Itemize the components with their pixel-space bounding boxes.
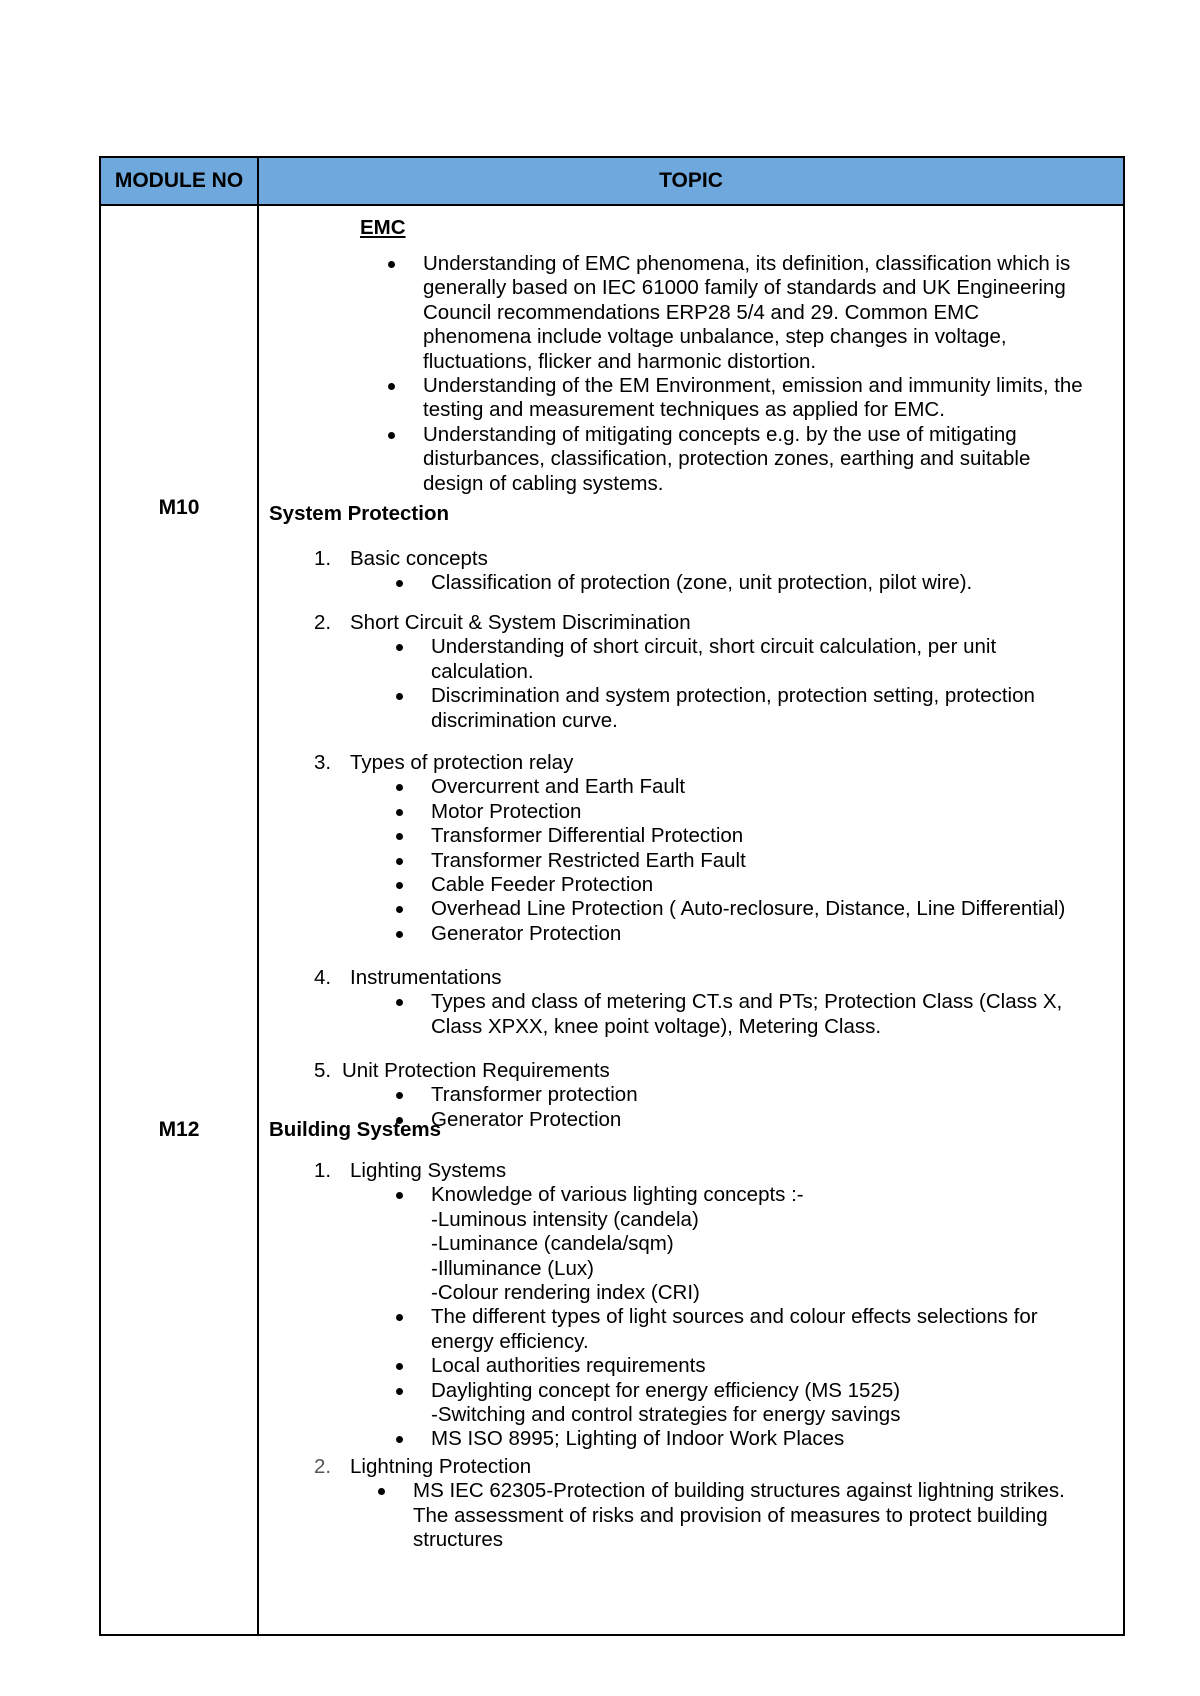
list-item-line: fluctuations, flicker and harmonic distortion. (423, 349, 817, 373)
list-item-line: Understanding of EMC phenomena, its definition, classification which is (423, 252, 1071, 275)
system-protection-title: System Protection (269, 502, 449, 525)
bullet-icon (396, 999, 403, 1006)
module-label-m12: M12 (158, 1118, 200, 1141)
bullet-icon (396, 833, 403, 840)
section-number: 5. (314, 1059, 332, 1082)
bullet-icon (396, 784, 403, 791)
list-item-line: -Luminous intensity (candela) (431, 1207, 699, 1231)
bullet-icon (396, 644, 403, 651)
list-item-line: Cable Feeder Protection (431, 873, 654, 896)
list-item-line: structures (413, 1528, 503, 1552)
bullet-icon (388, 383, 395, 390)
list-item-line: Transformer Restricted Earth Fault (431, 848, 746, 872)
bullet-icon (396, 1192, 403, 1199)
bullet-icon (396, 1092, 403, 1099)
bullet-icon (396, 580, 403, 587)
list-item-line: testing and measurement techniques as applied for EMC. (423, 398, 945, 422)
module-label-m10: M10 (158, 496, 200, 519)
list-item-line: calculation. (431, 659, 534, 683)
list-item-line: Overcurrent and Earth Fault (431, 775, 686, 799)
list-item-line: Council recommendations ERP28 5/4 and 29. Common EMC (423, 300, 980, 324)
bullet-icon (396, 809, 403, 816)
list-item-line: energy efficiency. (431, 1329, 589, 1353)
bullet-icon (378, 1488, 385, 1495)
section-number: 2. (314, 611, 332, 634)
bullet-icon (396, 1436, 403, 1443)
list-item-line: design of cabling systems. (423, 471, 664, 495)
module-cell (100, 205, 258, 1635)
section-number: 1. (314, 547, 332, 570)
list-item-line: Transformer Differential Protection (431, 824, 744, 848)
topic-header: TOPIC (258, 157, 1124, 205)
list-item-line: Understanding of the EM Environment, emission and immunity limits, the (423, 374, 1083, 397)
table-header-row (100, 157, 1124, 205)
bullet-icon (396, 858, 403, 865)
list-item-line: Generator Protection (431, 921, 622, 945)
bullet-icon (396, 906, 403, 913)
list-item-line: Transformer protection (431, 1083, 638, 1107)
list-item-line: Overhead Line Protection ( Auto-reclosure, Distance, Line Differential) (431, 897, 1066, 921)
section-title: Basic concepts (350, 547, 488, 570)
bullet-icon (396, 1388, 403, 1395)
list-item-line: Motor Protection (431, 799, 582, 823)
list-item-line: MS IEC 62305-Protection of building structures against lightning strikes. (413, 1479, 1065, 1503)
list-item-line: disturbances, classification, protection zones, earthing and suitable (423, 447, 1031, 471)
list-item-line: phenomena include voltage unbalance, step changes in voltage, (423, 325, 1007, 349)
section-title: Short Circuit & System Discrimination (350, 611, 691, 634)
bullet-icon (396, 1314, 403, 1321)
list-item-line: Types and class of metering CT.s and PTs; Protection Class (Class X, (431, 990, 1063, 1014)
list-item-line: Class XPXX, knee point voltage), Metering Class. (431, 1014, 882, 1038)
list-item-line: generally based on IEC 61000 family of standards and UK Engineering (423, 276, 1066, 300)
list-item-line: The different types of light sources and colour effects selections for (431, 1305, 1038, 1329)
bullet-icon (388, 432, 395, 439)
section-number: 2. (314, 1455, 332, 1478)
list-item-line: Local authorities requirements (431, 1354, 706, 1378)
bullet-icon (396, 693, 403, 700)
module-no-header: MODULE NO (100, 157, 258, 205)
list-item-line: -Switching and control strategies for energy savings (431, 1403, 901, 1426)
section-title: Types of protection relay (350, 751, 574, 774)
list-item-line: Daylighting concept for energy efficiency (MS 1525) (431, 1378, 901, 1402)
module-topic-table (99, 156, 1125, 1636)
table-body-row (100, 205, 1124, 1635)
list-item-line: Discrimination and system protection, protection setting, protection (431, 684, 1035, 708)
list-item-line: -Luminance (candela/sqm) (431, 1232, 674, 1256)
list-item-line: MS ISO 8995; Lighting of Indoor Work Places (431, 1427, 845, 1451)
list-item-line: Classification of protection (zone, unit protection, pilot wire). (431, 571, 973, 595)
list-item-line: The assessment of risks and provision of measures to protect building (413, 1503, 1048, 1527)
section-number: 4. (314, 966, 332, 989)
emc-title: EMC (360, 216, 406, 239)
bullet-icon (396, 1363, 403, 1370)
section-title: Instrumentations (350, 966, 502, 989)
section-number: 1. (314, 1159, 332, 1182)
bullet-icon (396, 882, 403, 889)
section-title: Lighting Systems (350, 1159, 507, 1182)
bullet-icon (396, 931, 403, 938)
list-item-line: -Illuminance (Lux) (431, 1256, 594, 1280)
section-title: Lightning Protection (350, 1455, 532, 1478)
list-item-line: -Colour rendering index (CRI) (431, 1281, 700, 1304)
section-title: Unit Protection Requirements (342, 1059, 610, 1082)
building-systems-title: Building Systems (269, 1118, 442, 1141)
list-item-line: Understanding of mitigating concepts e.g. by the use of mitigating (423, 422, 1017, 446)
list-item-line: Generator Protection (431, 1107, 622, 1131)
section-number: 3. (314, 751, 332, 774)
list-item-line: Knowledge of various lighting concepts :- (431, 1183, 804, 1207)
list-item-line: Understanding of short circuit, short circuit calculation, per unit (431, 635, 997, 659)
list-item-line: discrimination curve. (431, 708, 618, 732)
topic-cell (258, 205, 1124, 1635)
bullet-icon (388, 261, 395, 268)
